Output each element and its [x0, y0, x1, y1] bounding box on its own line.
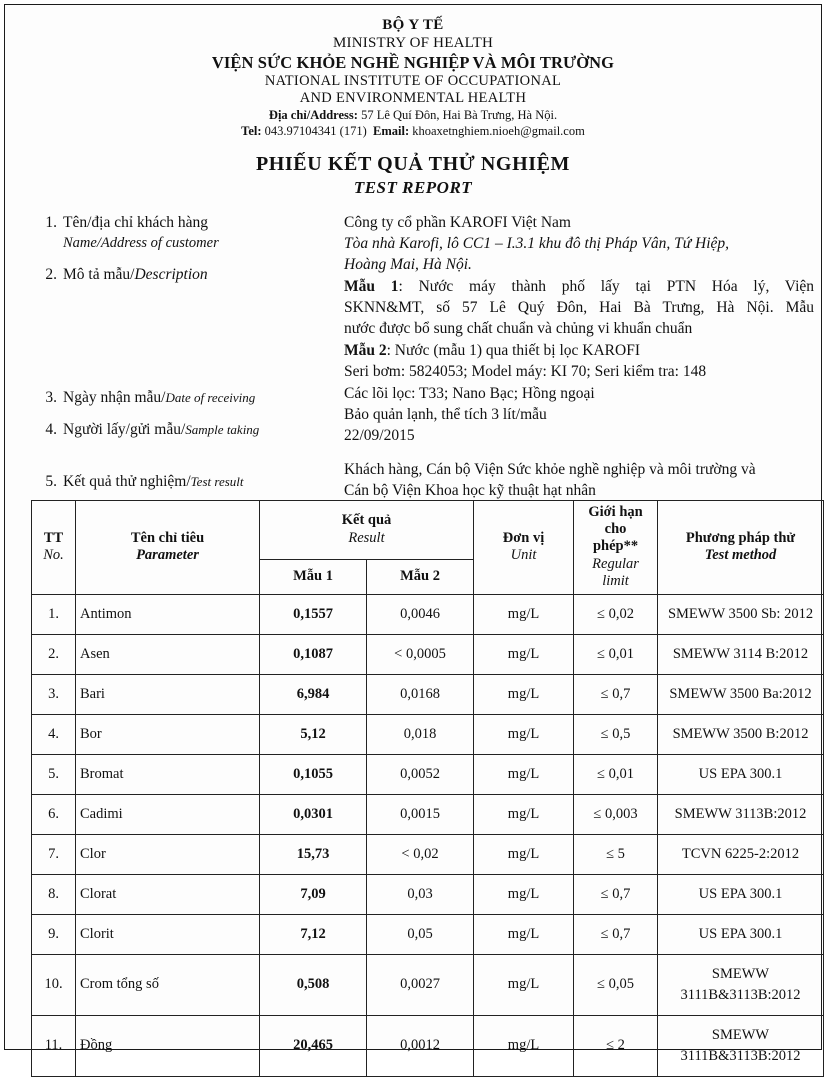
header-unit-en: Unit [510, 547, 537, 564]
header-sample-2 [367, 559, 474, 594]
sample-taker-line1: Khách hàng, Cán bộ Viện Sức khỏe nghề nghiệp và môi trường và [344, 460, 756, 478]
storage-line: Bảo quản lạnh, thể tích 3 lít/mẫu [344, 405, 547, 423]
sample-2-text: : Nước (mẫu 1) qua thiết bị lọc KAROFI [386, 341, 640, 359]
header-sample-1 [260, 559, 367, 594]
info-item-5-text-vn: Kết quả thử nghiệm/ [63, 473, 191, 491]
customer-address-line2: Hoàng Mai, Hà Nội. [344, 256, 472, 274]
table-row [32, 714, 824, 754]
cell-no: 8. [32, 874, 76, 914]
cell-method-line1: SMEWW 3113B:2012 [674, 805, 807, 822]
cell-limit: ≤ 0,7 [574, 674, 658, 714]
header-limit-vn-line3: phép** [592, 538, 639, 555]
cell-method [658, 1015, 824, 1076]
cell-no: 7. [32, 834, 76, 874]
document-title-vn: PHIẾU KẾT QUẢ THỬ NGHIỆM [255, 152, 571, 175]
cell-limit: ≤ 0,003 [574, 794, 658, 834]
cell-sample-2: 0,0015 [367, 794, 474, 834]
cell-parameter: Cadimi [76, 794, 260, 834]
cell-limit: ≤ 0,7 [574, 874, 658, 914]
cell-sample-1: 7,12 [260, 914, 367, 954]
cell-no: 6. [32, 794, 76, 834]
tel-label: Tel: [241, 123, 262, 138]
header-parameter-vn: Tên chỉ tiêu [130, 529, 205, 546]
cell-method-line1: US EPA 300.1 [698, 925, 783, 942]
cell-limit: ≤ 0,02 [574, 594, 658, 634]
table-header-row-1 [32, 500, 824, 559]
header-limit-vn-line2: cho [604, 520, 627, 537]
cell-unit: mg/L [474, 634, 574, 674]
document-title-en: TEST REPORT [353, 177, 473, 197]
cell-parameter: Antimon [76, 594, 260, 634]
cell-method [658, 634, 824, 674]
header-unit-vn: Đơn vị [502, 529, 545, 546]
tel-value: 043.97104341 (171) [264, 123, 367, 138]
ministry-name-en: MINISTRY OF HEALTH [332, 34, 493, 51]
cell-parameter: Crom tổng số [76, 954, 260, 1015]
document-page [4, 4, 822, 1064]
cell-method [658, 954, 824, 1015]
institute-name-en-line2: AND ENVIRONMENTAL HEALTH [299, 89, 527, 106]
cell-sample-1: 0,1557 [260, 594, 367, 634]
table-row [32, 794, 824, 834]
info-item-3-label [37, 387, 337, 408]
cell-method-line1: US EPA 300.1 [698, 885, 783, 902]
cell-method-line1: SMEWW 3500 Sb: 2012 [667, 605, 814, 622]
results-table-head [32, 500, 824, 594]
institute-address [19, 108, 807, 123]
info-item-2-number: 2. [45, 265, 57, 283]
sample-1-description-line2: SKNN&MT, số 57 Lê Quý Đôn, Hai Bà Trưng, Hà Nội. Mẫu [344, 299, 814, 317]
cell-sample-1: 5,12 [260, 714, 367, 754]
info-item-4-text-en: Sample taking [185, 422, 260, 438]
cell-limit: ≤ 0,5 [574, 714, 658, 754]
table-row [32, 594, 824, 634]
sample-2-label: Mẫu 2 [344, 341, 387, 359]
cell-sample-2: 0,0168 [367, 674, 474, 714]
customer-address-line1: Tòa nhà Karofi, lô CC1 – I.3.1 khu đô thị Pháp Vân, Tứ Hiệp, [344, 234, 730, 252]
sample-1-description-line3: nước được bổ sung chất chuẩn và chủng vi khuẩn chuẩn [344, 320, 693, 338]
sample-taker-line2: Cán bộ Viện Khoa học kỹ thuật hạt nhân [344, 482, 596, 500]
table-row [32, 1015, 824, 1076]
cell-unit: mg/L [474, 714, 574, 754]
info-item-5-label [37, 471, 337, 492]
cell-method-line1: TCVN 6225-2:2012 [681, 845, 800, 862]
cell-sample-1: 20,465 [260, 1015, 367, 1076]
info-item-1-text-vn: Tên/địa chỉ khách hàng [63, 213, 209, 231]
cell-no: 11. [32, 1015, 76, 1076]
header-sample-2-label: Mẫu 2 [400, 568, 440, 584]
table-row [32, 914, 824, 954]
info-item-2-label [37, 264, 337, 285]
filter-cores-line: Các lõi lọc: T33; Nano Bạc; Hồng ngoại [344, 384, 595, 402]
header-parameter-en: Parameter [136, 547, 199, 564]
header-limit-en-line1: Regular [592, 555, 639, 572]
cell-method-line1: SMEWW [711, 1026, 770, 1043]
table-row [32, 674, 824, 714]
cell-method [658, 794, 824, 834]
cell-sample-1: 15,73 [260, 834, 367, 874]
header-result [260, 500, 474, 559]
cell-sample-1: 0,0301 [260, 794, 367, 834]
email-value: khoaxetnghiem.nioeh@gmail.com [412, 123, 585, 138]
cell-no: 5. [32, 754, 76, 794]
document-title-block [19, 153, 807, 198]
info-item-1-label-en: Name/Address of customer [63, 234, 219, 251]
cell-parameter: Clor [76, 834, 260, 874]
institute-name-vn: VIỆN SỨC KHỎE NGHỀ NGHIỆP VÀ MÔI TRƯỜNG [211, 53, 615, 73]
info-item-4-label [37, 419, 337, 440]
cell-sample-1: 0,1055 [260, 754, 367, 794]
cell-method [658, 914, 824, 954]
cell-parameter: Đồng [76, 1015, 260, 1076]
table-row [32, 754, 824, 794]
cell-limit: ≤ 2 [574, 1015, 658, 1076]
cell-unit: mg/L [474, 674, 574, 714]
cell-parameter: Asen [76, 634, 260, 674]
cell-method [658, 714, 824, 754]
results-table-wrapper [31, 500, 814, 1077]
info-item-5-number: 5. [45, 473, 57, 491]
info-item-4-number: 4. [45, 421, 57, 439]
header-sample-1-label: Mẫu 1 [293, 568, 333, 584]
header-result-en: Result [348, 529, 385, 546]
letterhead [19, 17, 807, 139]
cell-method [658, 874, 824, 914]
info-item-1-label [37, 212, 337, 233]
cell-sample-2: 0,05 [367, 914, 474, 954]
cell-method [658, 594, 824, 634]
table-row [32, 834, 824, 874]
cell-sample-2: 0,0012 [367, 1015, 474, 1076]
cell-method-line1: SMEWW [711, 965, 770, 982]
cell-sample-1: 6,984 [260, 674, 367, 714]
header-parameter [76, 500, 260, 594]
cell-unit: mg/L [474, 594, 574, 634]
info-labels-column [37, 212, 337, 493]
cell-no: 9. [32, 914, 76, 954]
info-item-2-text-en: Description [134, 265, 208, 283]
cell-parameter: Clorit [76, 914, 260, 954]
cell-no: 3. [32, 674, 76, 714]
ministry-name-vn: BỘ Y TẾ [382, 17, 444, 33]
results-table-body [32, 594, 824, 1076]
cell-limit: ≤ 0,01 [574, 634, 658, 674]
cell-sample-2: 0,018 [367, 714, 474, 754]
cell-method-line2: 3111B&3113B:2012 [680, 1047, 801, 1064]
cell-method-line2: 3111B&3113B:2012 [680, 986, 801, 1003]
sample-2-description [344, 340, 814, 361]
cell-unit: mg/L [474, 874, 574, 914]
cell-method-line1: SMEWW 3114 B:2012 [672, 645, 809, 662]
table-row [32, 634, 824, 674]
info-item-3-text-en: Date of receiving [165, 390, 256, 406]
institute-name-en-line1: NATIONAL INSTITUTE OF OCCUPATIONAL [264, 72, 562, 89]
cell-no: 10. [32, 954, 76, 1015]
cell-no: 1. [32, 594, 76, 634]
cell-unit: mg/L [474, 794, 574, 834]
cell-method-line1: SMEWW 3500 B:2012 [672, 725, 809, 742]
info-values-column [344, 212, 814, 502]
cell-limit: ≤ 0,7 [574, 914, 658, 954]
info-item-2-text-vn: Mô tả mẫu/ [63, 265, 135, 283]
cell-unit: mg/L [474, 1015, 574, 1076]
institute-contact [19, 124, 807, 139]
table-row [32, 874, 824, 914]
report-info-section [19, 212, 815, 500]
sample-1-text-line1: : Nước máy thành phố lấy tại PTN Hóa lý, Viện [398, 277, 815, 295]
cell-unit: mg/L [474, 754, 574, 794]
sample-1-description-line1 [344, 276, 814, 297]
cell-sample-2: < 0,0005 [367, 634, 474, 674]
header-unit [474, 500, 574, 594]
info-item-1-number: 1. [45, 213, 57, 231]
cell-sample-1: 0,1087 [260, 634, 367, 674]
address-value: 57 Lê Quí Đôn, Hai Bà Trưng, Hà Nội. [361, 108, 558, 123]
cell-unit: mg/L [474, 954, 574, 1015]
cell-sample-2: 0,0052 [367, 754, 474, 794]
address-label: Địa chỉ/Address: [268, 108, 358, 123]
header-limit [574, 500, 658, 594]
cell-method [658, 754, 824, 794]
cell-method [658, 834, 824, 874]
header-result-vn: Kết quả [341, 512, 392, 529]
header-method [658, 500, 824, 594]
cell-sample-2: 0,0027 [367, 954, 474, 1015]
cell-limit: ≤ 5 [574, 834, 658, 874]
cell-limit: ≤ 0,01 [574, 754, 658, 794]
cell-sample-2: < 0,02 [367, 834, 474, 874]
cell-parameter: Clorat [76, 874, 260, 914]
info-item-3-number: 3. [45, 389, 57, 407]
cell-parameter: Bor [76, 714, 260, 754]
cell-method-line1: SMEWW 3500 Ba:2012 [669, 685, 812, 702]
cell-sample-1: 7,09 [260, 874, 367, 914]
header-method-en: Test method [704, 547, 777, 564]
cell-sample-2: 0,03 [367, 874, 474, 914]
cell-method-line1: US EPA 300.1 [698, 765, 783, 782]
results-table [31, 500, 824, 1077]
header-limit-en-line2: limit [602, 573, 629, 590]
header-method-vn: Phương pháp thử [685, 529, 796, 546]
cell-parameter: Bromat [76, 754, 260, 794]
info-item-5-text-en: Test result [190, 474, 244, 490]
header-no-vn: TT [43, 529, 64, 546]
header-no-en: No. [43, 547, 64, 564]
header-limit-vn-line1: Giới hạn [588, 503, 643, 520]
cell-no: 4. [32, 714, 76, 754]
pump-serial-line: Seri bơm: 5824053; Model máy: KI 70; Seri kiểm tra: 148 [344, 363, 707, 381]
cell-sample-2: 0,0046 [367, 594, 474, 634]
cell-method [658, 674, 824, 714]
cell-limit: ≤ 0,05 [574, 954, 658, 1015]
customer-name: Công ty cổ phần KAROFI Việt Nam [344, 213, 571, 231]
cell-unit: mg/L [474, 834, 574, 874]
info-item-3-text-vn: Ngày nhận mẫu/ [63, 389, 166, 407]
info-item-4-text-vn: Người lấy/gửi mẫu/ [63, 421, 186, 439]
cell-no: 2. [32, 634, 76, 674]
cell-unit: mg/L [474, 914, 574, 954]
cell-sample-1: 0,508 [260, 954, 367, 1015]
sample-1-label: Mẫu 1 [344, 277, 399, 295]
header-no [32, 500, 76, 594]
table-row [32, 954, 824, 1015]
email-label: Email: [373, 123, 410, 138]
date-received-value: 22/09/2015 [344, 427, 415, 445]
cell-parameter: Bari [76, 674, 260, 714]
